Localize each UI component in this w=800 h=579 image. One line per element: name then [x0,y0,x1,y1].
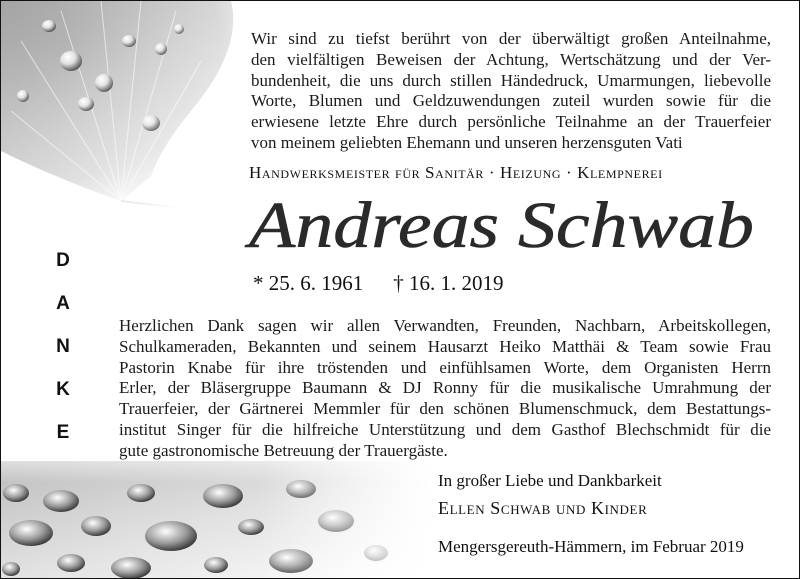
water-drops-icon [1,441,431,579]
deceased-name [241,187,761,267]
thanks-line: institut Singer für die hilfreiche Unterstützung und dem Gasthof Blechschmidt für die [119,419,771,439]
thanks-line: Trauerfeier, der Gärtnerei Memmler für den schönen Blumenschmuck, dem Bestattungs- [119,399,771,419]
thanks-line: Erler, der Bläsergruppe Baumann & DJ Ronny für die musikalische Umrahmung der [119,378,771,398]
thanks-line: Pastorin Knabe für ihre tröstenden und einfühlsamen Worte, dem Organisten Herrn [119,357,771,377]
thanks-line: Schulkameraden, Bekannten und seinem Hausarzt Heiko Matthäi & Team sowie Frau [119,336,771,356]
intro-line: von meinem geliebten Ehemann und unseren herzensguten Vati [251,132,683,152]
leaf-drops-icon [1,1,251,216]
intro-line: bundenheit, die uns durch stillen Händedruck, Umarmungen, liebevolle [251,70,771,90]
intro-paragraph [251,29,771,154]
death-date: † 16. 1. 2019 [393,271,504,295]
thanks-line: gute gastronomische Betreuung der Trauergäste. [119,440,448,460]
birth-date: * 25. 6. 1961 [253,271,364,295]
danke-letter: N [56,336,70,357]
closing-line: In großer Liebe und Dankbarkeit [438,471,662,490]
intro-line: erwiesene letzte Ehre durch persönliche Teilnahme an der Trauerfeier [251,112,771,132]
intro-line: Worte, Blumen und Geldzuwendungen zuteil wurden sowie für die [251,91,771,111]
thanks-paragraph [119,316,771,462]
danke-letter: D [56,250,70,271]
danke-letter: K [56,379,70,400]
danke-vertical [51,239,75,454]
life-dates [253,271,504,296]
closing-block [438,471,662,518]
family-signature: Ellen Schwab und Kinder [438,498,648,518]
place-date: Mengersgereuth-Hämmern, im Februar 2019 [438,537,744,556]
intro-line: den vielfältigen Beweisen der Achtung, Wertschätzung und der Ver- [251,49,771,69]
deceased-name-text: Andreas Schwab [244,189,754,262]
danke-letter: E [56,422,70,443]
occupation-title: Handwerksmeister für Sanitär · Heizung · Klempnerei [249,163,663,182]
danke-letter: A [56,293,70,314]
thanks-line: Herzlichen Dank sagen wir allen Verwandten, Freunden, Nachbarn, Arbeitskollegen, [119,316,771,335]
intro-line: Wir sind zu tiefst berührt von der überwältigt großen Anteilnahme, [251,29,771,48]
